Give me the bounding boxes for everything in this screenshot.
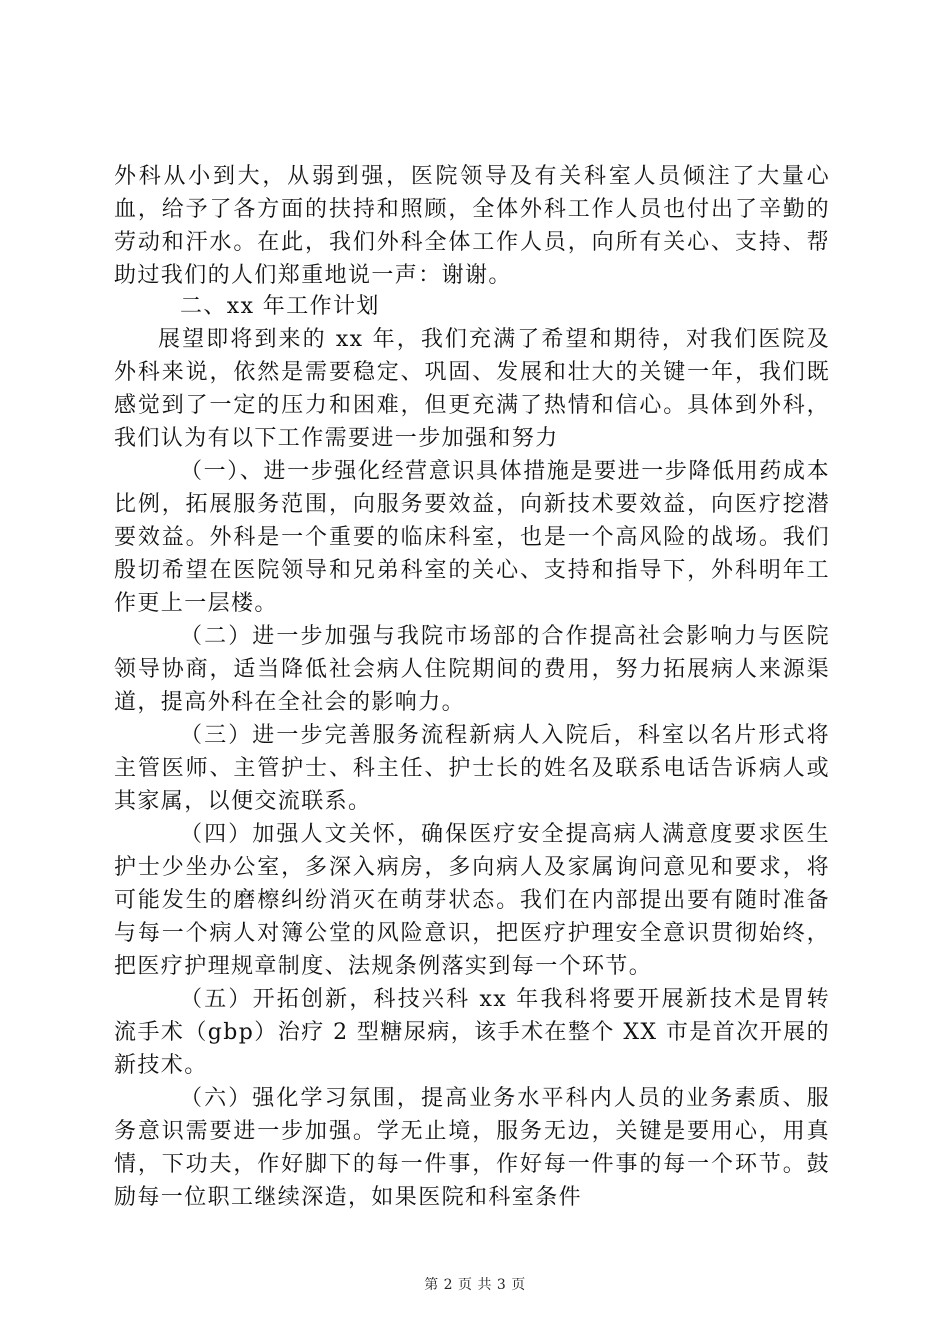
section-heading: 二、xx 年工作计划 — [180, 294, 380, 319]
plan-item-5: （五）开拓创新，科技兴科 xx 年我科将要开展新技术是胃转流手术（gbp）治疗 2 型糖尿病，该手术在整个 XX 市是首次开展的新技术。 — [114, 987, 830, 1078]
plan-item-4: （四）加强人文关怀，确保医疗安全提高病人满意度要求医生护士少坐办公室，多深入病房，多向病人及家属询问意见和要求，将可能发生的磨檫纠纷消灭在萌芽状态。我们在内部提出要有随时准备与每一个病人对簿公堂的风险意识，把医疗护理安全意识贯彻始终，把医疗护理规章制度、法规条例落实到每一个环节。 — [114, 822, 830, 979]
paragraph-continuation: 外科从小到大，从弱到强，医院领导及有关科室人员倾注了大量心血，给予了各方面的扶持和照顾，全体外科工作人员也付出了辛勤的劳动和汗水。在此，我们外科全体工作人员，向所有关心、支持、帮助过我们的人们郑重地说一声：谢谢。 — [114, 164, 830, 288]
paragraph-outlook: 展望即将到来的 xx 年，我们充满了希望和期待，对我们医院及外科来说，依然是需要稳定、巩固、发展和壮大的关键一年，我们既感觉到了一定的压力和困难，但更充满了热情和信心。具体到外科，我们认为有以下工作需要进一步加强和努力 — [114, 327, 830, 451]
plan-item-1: （一）、进一步强化经营意识具体措施是要进一步降低用药成本比例，拓展服务范围，向服务要效益，向新技术要效益，向医疗挖潜要效益。外科是一个重要的临床科室，也是一个高风险的战场。我们殷切希望在医院领导和兄弟科室的关心、支持和指导下，外科明年工作更上一层楼。 — [114, 459, 830, 616]
plan-item-3: （三）进一步完善服务流程新病人入院后，科室以名片形式将主管医师、主管护士、科主任、护士长的姓名及联系电话告诉病人或其家属，以便交流联系。 — [114, 723, 830, 814]
plan-item-2: （二）进一步加强与我院市场部的合作提高社会影响力与医院领导协商，适当降低社会病人住院期间的费用，努力拓展病人来源渠道，提高外科在全社会的影响力。 — [114, 624, 830, 715]
plan-item-6: （六）强化学习氛围，提高业务水平科内人员的业务素质、服务意识需要进一步加强。学无止境，服务无边，关键是要用心，用真情，下功夫，作好脚下的每一件事，作好每一件事的每一个环节。鼓励每一位职工继续深造，如果医院和科室条件 — [114, 1086, 830, 1210]
page-footer: 第 2 页 共 3 页 — [424, 1277, 526, 1293]
document-body — [114, 160, 830, 1214]
